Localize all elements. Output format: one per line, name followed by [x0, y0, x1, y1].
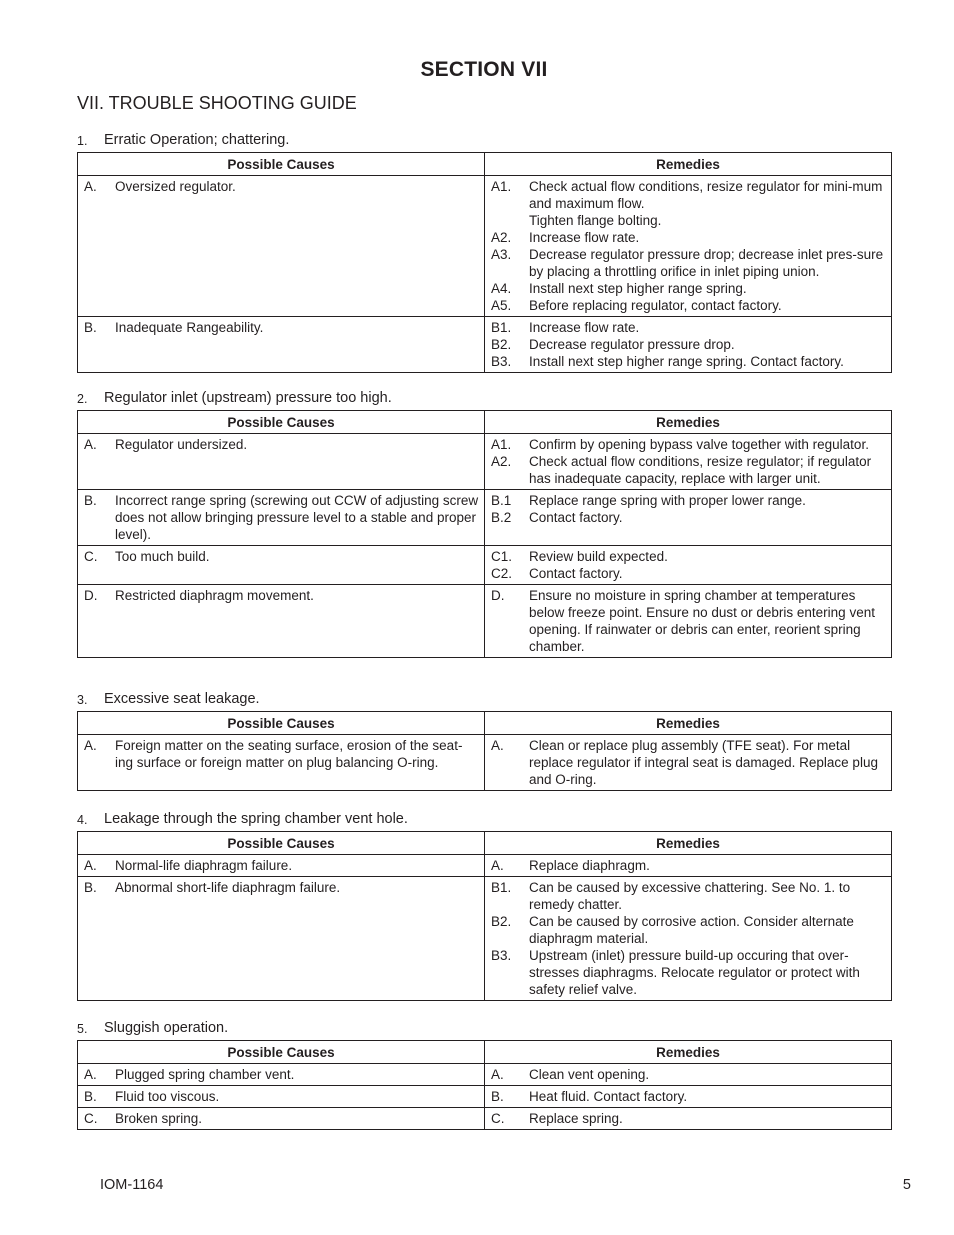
remedy-text: Check actual flow conditions, resize regulator for mini-mum and maximum flow. [529, 179, 883, 211]
remedy-item [491, 913, 886, 947]
cause-text: Restricted diaphragm movement. [115, 588, 314, 603]
remedies-column-header: Remedies [485, 153, 892, 176]
remedies-cell [485, 735, 892, 791]
table-row [78, 855, 892, 877]
table-row [78, 585, 892, 658]
remedies-cell [485, 490, 892, 546]
cause-label: C. [84, 1111, 98, 1126]
cause-cell [78, 434, 485, 490]
remedy-label [491, 212, 529, 229]
cause-label: D. [84, 588, 98, 603]
remedy-label: A5. [491, 298, 512, 313]
troubleshooting-table [77, 152, 892, 373]
remedy-label: A1. [491, 437, 512, 452]
causes-column-header: Possible Causes [78, 832, 485, 855]
cause-label: B. [84, 1089, 97, 1104]
remedy-item [491, 436, 886, 453]
problem-block [77, 691, 891, 791]
remedy-text: Before replacing regulator, contact factory. [529, 298, 782, 313]
table-row [78, 546, 892, 585]
remedies-cell [485, 317, 892, 373]
remedies-cell [485, 855, 892, 877]
remedies-cell [485, 1064, 892, 1086]
remedy-item [491, 212, 886, 229]
remedies-cell [485, 585, 892, 658]
problem-block [77, 390, 891, 658]
cause-text: Normal-life diaphragm failure. [115, 858, 293, 873]
cause-text: Abnormal short-life diaphragm failure. [115, 880, 341, 895]
remedy-label: D. [491, 588, 505, 603]
problem-heading [77, 132, 891, 148]
problem-block [77, 811, 891, 1001]
remedy-item [491, 178, 886, 212]
remedies-cell [485, 1108, 892, 1130]
remedy-label: B3. [491, 948, 512, 963]
remedy-label: B.2 [491, 510, 512, 525]
cause-cell [78, 546, 485, 585]
troubleshooting-table [77, 831, 892, 1001]
table-header-row [78, 712, 892, 735]
cause-label: B. [84, 493, 97, 508]
cause-cell [78, 585, 485, 658]
cause-label: A. [84, 858, 97, 873]
cause-text: Broken spring. [115, 1111, 203, 1126]
remedy-label: A2. [491, 230, 512, 245]
footer-page-number: 5 [902, 1177, 911, 1193]
table-header-row [78, 153, 892, 176]
remedy-text: Can be caused by corrosive action. Consider alternate diaphragm material. [529, 914, 854, 946]
remedy-label: A. [491, 858, 504, 873]
troubleshooting-table [77, 1040, 892, 1130]
remedy-text: Contact factory. [529, 566, 623, 581]
causes-column-header: Possible Causes [78, 153, 485, 176]
table-row [78, 735, 892, 791]
problem-number: 4. [77, 813, 88, 827]
table-row [78, 490, 892, 546]
table-row [78, 1086, 892, 1108]
remedy-item [491, 509, 886, 526]
remedies-cell [485, 1086, 892, 1108]
cause-label: A. [84, 179, 97, 194]
remedy-label: A4. [491, 281, 512, 296]
remedy-label: A2. [491, 454, 512, 469]
remedy-item [491, 246, 886, 280]
problem-number: 2. [77, 392, 88, 406]
problem-heading [77, 1020, 891, 1036]
remedy-text: Contact factory. [529, 510, 623, 525]
causes-column-header: Possible Causes [78, 712, 485, 735]
remedy-label: B. [491, 1089, 504, 1104]
remedy-text: Install next step higher range spring. [529, 281, 747, 296]
remedy-item [491, 565, 886, 582]
page-title: SECTION VII [420, 58, 548, 81]
remedy-item [491, 319, 886, 336]
footer-document-code: IOM-1164 [100, 1177, 164, 1193]
remedy-text: Increase flow rate. [529, 230, 640, 245]
remedy-item [491, 737, 886, 788]
remedy-text: Heat fluid. Contact factory. [529, 1089, 688, 1104]
problem-title: Erratic Operation; chattering. [104, 132, 290, 148]
cause-text: Fluid too viscous. [115, 1089, 220, 1104]
remedy-text: Clean or replace plug assembly (TFE seat). For metal replace regulator if integral seat is damaged. Replace plug and O-ring. [529, 738, 878, 787]
problem-number: 1. [77, 134, 88, 148]
remedies-cell [485, 434, 892, 490]
remedy-item [491, 947, 886, 998]
remedy-item [491, 857, 886, 874]
remedies-column-header: Remedies [485, 1041, 892, 1064]
cause-label: C. [84, 549, 98, 564]
problem-block [77, 132, 891, 373]
problem-heading [77, 390, 891, 406]
cause-text: Too much build. [115, 549, 210, 564]
cause-text: Incorrect range spring (screwing out CCW of adjusting screw does not allow bringing pressure level to a stable and proper level). [115, 493, 479, 542]
table-row [78, 1064, 892, 1086]
problem-title: Excessive seat leakage. [104, 691, 260, 707]
cause-label: A. [84, 738, 97, 753]
remedy-item [491, 1110, 886, 1127]
cause-text: Regulator undersized. [115, 437, 248, 452]
remedy-text: Check actual flow conditions, resize regulator; if regulator has inadequate capacity, replace with larger unit. [529, 454, 872, 486]
troubleshooting-table [77, 711, 892, 791]
remedy-label: B3. [491, 354, 512, 369]
remedies-column-header: Remedies [485, 411, 892, 434]
cause-label: B. [84, 880, 97, 895]
cause-cell [78, 1108, 485, 1130]
remedy-text: Tighten flange bolting. [529, 213, 662, 228]
cause-cell [78, 176, 485, 317]
table-row [78, 434, 892, 490]
table-row [78, 176, 892, 317]
causes-column-header: Possible Causes [78, 1041, 485, 1064]
remedy-label: A1. [491, 179, 512, 194]
cause-label: A. [84, 437, 97, 452]
causes-column-header: Possible Causes [78, 411, 485, 434]
remedies-cell [485, 546, 892, 585]
remedy-item [491, 879, 886, 913]
cause-text: Plugged spring chamber vent. [115, 1067, 295, 1082]
remedy-item [491, 336, 886, 353]
remedies-column-header: Remedies [485, 832, 892, 855]
remedy-item [491, 297, 886, 314]
remedy-label: C1. [491, 549, 513, 564]
cause-label: B. [84, 320, 97, 335]
remedy-text: Can be caused by excessive chattering. See No. 1. to remedy chatter. [529, 880, 851, 912]
cause-text: Inadequate Rangeability. [115, 320, 264, 335]
table-row [78, 317, 892, 373]
problem-title: Regulator inlet (upstream) pressure too high. [104, 390, 392, 406]
remedy-text: Decrease regulator pressure drop; decrease inlet pres-sure by placing a throttling orifice in inlet piping union. [529, 247, 884, 279]
remedies-cell [485, 176, 892, 317]
remedy-text: Replace diaphragm. [529, 858, 650, 873]
remedy-label: C. [491, 1111, 505, 1126]
cause-cell [78, 317, 485, 373]
remedy-label: B1. [491, 880, 512, 895]
remedy-text: Replace range spring with proper lower range. [529, 493, 806, 508]
remedies-column-header: Remedies [485, 712, 892, 735]
table-row [78, 877, 892, 1001]
remedy-item [491, 353, 886, 370]
remedy-text: Decrease regulator pressure drop. [529, 337, 735, 352]
remedy-label: B2. [491, 914, 512, 929]
problem-number: 5. [77, 1022, 88, 1036]
remedy-label: A3. [491, 247, 512, 262]
remedy-label: A. [491, 1067, 504, 1082]
remedy-text: Increase flow rate. [529, 320, 640, 335]
cause-cell [78, 1086, 485, 1108]
table-header-row [78, 1041, 892, 1064]
remedy-text: Ensure no moisture in spring chamber at temperatures below freeze point. Ensure no dust or debris entering vent opening. If rainwater or debris can enter, reorient spring chamber. [529, 588, 875, 654]
remedy-text: Clean vent opening. [529, 1067, 650, 1082]
remedy-label: C2. [491, 566, 513, 581]
problem-number: 3. [77, 693, 88, 707]
cause-text: Oversized regulator. [115, 179, 236, 194]
section-heading: VII. TROUBLE SHOOTING GUIDE [77, 93, 357, 113]
troubleshooting-table [77, 410, 892, 658]
problem-heading [77, 691, 891, 707]
remedy-item [491, 548, 886, 565]
cause-cell [78, 735, 485, 791]
problem-title: Sluggish operation. [104, 1020, 229, 1036]
remedy-text: Replace spring. [529, 1111, 623, 1126]
remedy-item [491, 492, 886, 509]
cause-text: Foreign matter on the seating surface, erosion of the seat-ing surface or foreign matter on plug balancing O-ring. [115, 738, 463, 770]
remedy-text: Confirm by opening bypass valve together with regulator. [529, 437, 869, 452]
remedy-text: Review build expected. [529, 549, 668, 564]
remedy-item [491, 280, 886, 297]
cause-cell [78, 490, 485, 546]
remedy-item [491, 1088, 886, 1105]
remedy-item [491, 229, 886, 246]
remedies-cell [485, 877, 892, 1001]
remedy-text: Install next step higher range spring. Contact factory. [529, 354, 844, 369]
problem-block [77, 1020, 891, 1130]
remedy-text: Upstream (inlet) pressure build-up occuring that over-stresses diaphragms. Relocate regulator or protect with safety relief valve. [529, 948, 860, 997]
table-header-row [78, 832, 892, 855]
problem-heading [77, 811, 891, 827]
cause-cell [78, 1064, 485, 1086]
remedy-label: B2. [491, 337, 512, 352]
remedy-item [491, 453, 886, 487]
cause-cell [78, 855, 485, 877]
remedy-label: B.1 [491, 493, 512, 508]
cause-cell [78, 877, 485, 1001]
problem-title: Leakage through the spring chamber vent hole. [104, 811, 408, 827]
remedy-item [491, 1066, 886, 1083]
table-header-row [78, 411, 892, 434]
cause-label: A. [84, 1067, 97, 1082]
table-row [78, 1108, 892, 1130]
remedy-label: A. [491, 738, 504, 753]
remedy-label: B1. [491, 320, 512, 335]
remedy-item [491, 587, 886, 655]
